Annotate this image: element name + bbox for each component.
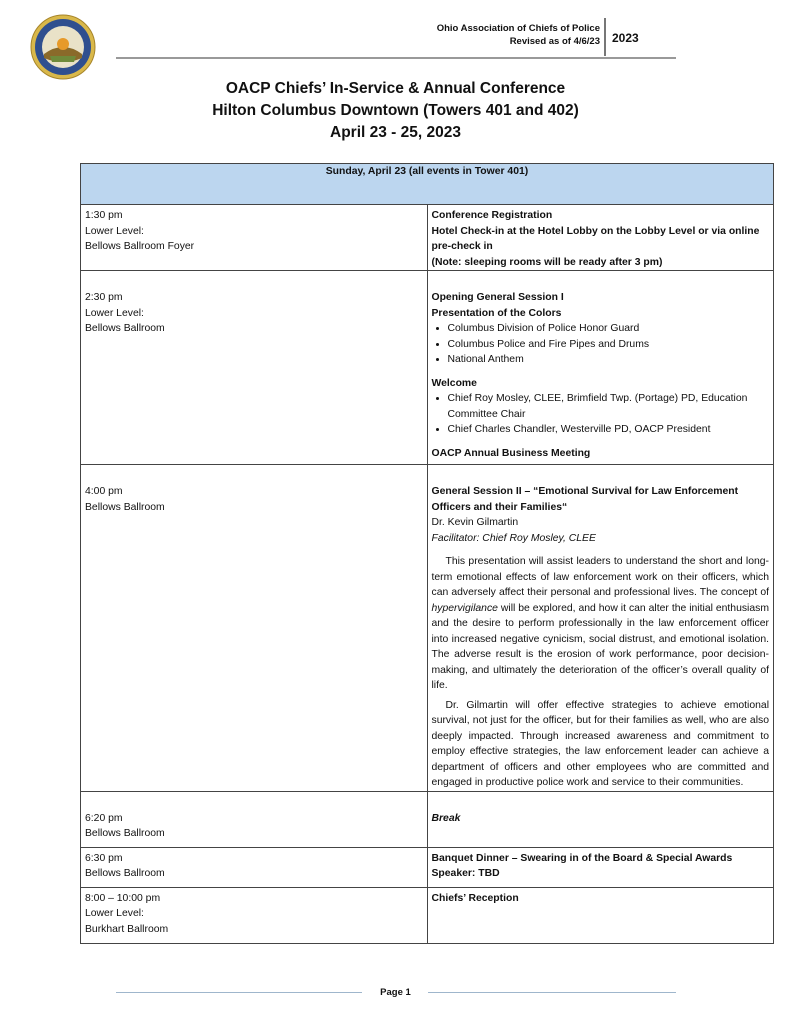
time-cell bbox=[81, 887, 428, 943]
event-cell bbox=[427, 271, 774, 465]
table-row bbox=[81, 271, 774, 465]
event-speaker: Speaker: TBD bbox=[431, 868, 500, 879]
list-item: • National Anthem bbox=[448, 352, 770, 368]
emphasis-term: hypervigilance bbox=[431, 602, 498, 614]
event-title: Opening General Session I bbox=[431, 292, 564, 303]
event-time: 6:30 pm bbox=[85, 852, 123, 864]
time-cell bbox=[81, 271, 428, 465]
header-divider bbox=[604, 18, 606, 56]
event-cell bbox=[427, 791, 774, 847]
event-location: Bellows Ballroom bbox=[85, 868, 165, 879]
event-cell bbox=[427, 887, 774, 943]
session-description: This presentation will assist leaders to understand the short and long-term emotional effects of law enforcement work on their officers, which can adversely affect their personal and professional lives. The concept of hypervigilance will be explored, and how it can alter the initial enthusiasm and the desire to perform professionally in the law enforcement officer into increased negative cynicism, social distrust, and emotional isolation. The adverse result is the erosion of work performance, poor decision-making, and ultimately the deterioration of the officer’s overall quality of life. bbox=[431, 556, 769, 691]
event-cell bbox=[427, 205, 774, 271]
event-detail: Hotel Check-in at the Hotel Lobby on the Lobby Level or via online pre-check in bbox=[431, 225, 760, 252]
header-year: 2023 bbox=[612, 31, 639, 45]
event-time: 6:20 pm bbox=[85, 812, 123, 824]
conference-venue: Hilton Columbus Downtown (Towers 401 and 402) bbox=[212, 102, 579, 119]
welcome-list bbox=[432, 391, 770, 438]
schedule-table bbox=[80, 163, 774, 944]
event-location: Bellows Ballroom bbox=[85, 501, 165, 513]
event-location: Bellows Ballroom bbox=[85, 828, 165, 839]
event-title: Chiefs’ Reception bbox=[431, 892, 519, 904]
time-cell bbox=[81, 847, 428, 887]
event-cell bbox=[427, 847, 774, 887]
event-facilitator: Facilitator: Chief Roy Mosley, CLEE bbox=[431, 532, 596, 544]
header-revised: Revised as of 4/6/23 bbox=[509, 36, 600, 47]
event-location: Burkhart Ballroom bbox=[85, 923, 169, 935]
header-org-block bbox=[420, 22, 600, 48]
day-header: Sunday, April 23 (all events in Tower 401) bbox=[81, 164, 774, 205]
list-item: • Columbus Division of Police Honor Guard bbox=[448, 321, 770, 337]
list-item: • Chief Roy Mosley, CLEE, Brimfield Twp. (Portage) PD, Education Committee Chair bbox=[448, 391, 770, 422]
table-row bbox=[81, 791, 774, 847]
event-time: 1:30 pm bbox=[85, 210, 123, 221]
event-subtitle: Presentation of the Colors bbox=[431, 307, 562, 319]
colors-list bbox=[432, 321, 770, 368]
event-title: Conference Registration bbox=[431, 210, 553, 221]
event-speaker: Dr. Kevin Gilmartin bbox=[431, 517, 519, 528]
event-time: 4:00 pm bbox=[85, 486, 123, 497]
table-row bbox=[81, 887, 774, 943]
time-cell bbox=[81, 465, 428, 792]
time-cell bbox=[81, 791, 428, 847]
day-header-row bbox=[81, 164, 774, 205]
event-title: General Session II – “Emotional Survival for Law Enforcement Officers and their Families“ bbox=[431, 486, 739, 513]
event-title: Banquet Dinner – Swearing in of the Board & Special Awards bbox=[431, 852, 733, 864]
page-number: Page 1 bbox=[380, 987, 411, 998]
list-item: • Chief Charles Chandler, Westerville PD, OACP President bbox=[448, 422, 770, 438]
table-row bbox=[81, 847, 774, 887]
event-time: 2:30 pm bbox=[85, 292, 123, 303]
table-row bbox=[81, 205, 774, 271]
welcome-heading: Welcome bbox=[431, 377, 477, 389]
list-item: • Columbus Police and Fire Pipes and Drums bbox=[448, 337, 770, 353]
event-location: Bellows Ballroom bbox=[85, 323, 165, 334]
event-cell bbox=[427, 465, 774, 792]
event-title: Break bbox=[431, 812, 461, 824]
header-rule bbox=[116, 57, 676, 59]
oacp-seal-logo bbox=[30, 14, 96, 80]
conference-title: OACP Chiefs’ In-Service & Annual Conference bbox=[225, 80, 566, 97]
event-note: (Note: sleeping rooms will be ready after 3 pm) bbox=[431, 256, 663, 268]
event-location: Bellows Ballroom Foyer bbox=[85, 241, 195, 252]
event-location: Lower Level: bbox=[85, 908, 144, 919]
table-row bbox=[81, 465, 774, 792]
event-time: 8:00 – 10:00 pm bbox=[85, 892, 161, 904]
event-location: Lower Level: bbox=[85, 307, 144, 319]
time-cell bbox=[81, 205, 428, 271]
conference-dates: April 23 - 25, 2023 bbox=[330, 124, 461, 141]
event-location: Lower Level: bbox=[85, 225, 144, 237]
header-org: Ohio Association of Chiefs of Police bbox=[436, 23, 600, 34]
session-description: Dr. Gilmartin will offer effective strategies to achieve emotional survival, not just for the officer, but for their families as well, who are also deeply impacted. Through increased awareness and commitment to employ effective strategies, the law enforcement leader can achieve a department of officers and other employees who are committed and engaged in productive police work and service to their communities. bbox=[431, 699, 769, 788]
business-meeting: OACP Annual Business Meeting bbox=[431, 447, 591, 459]
